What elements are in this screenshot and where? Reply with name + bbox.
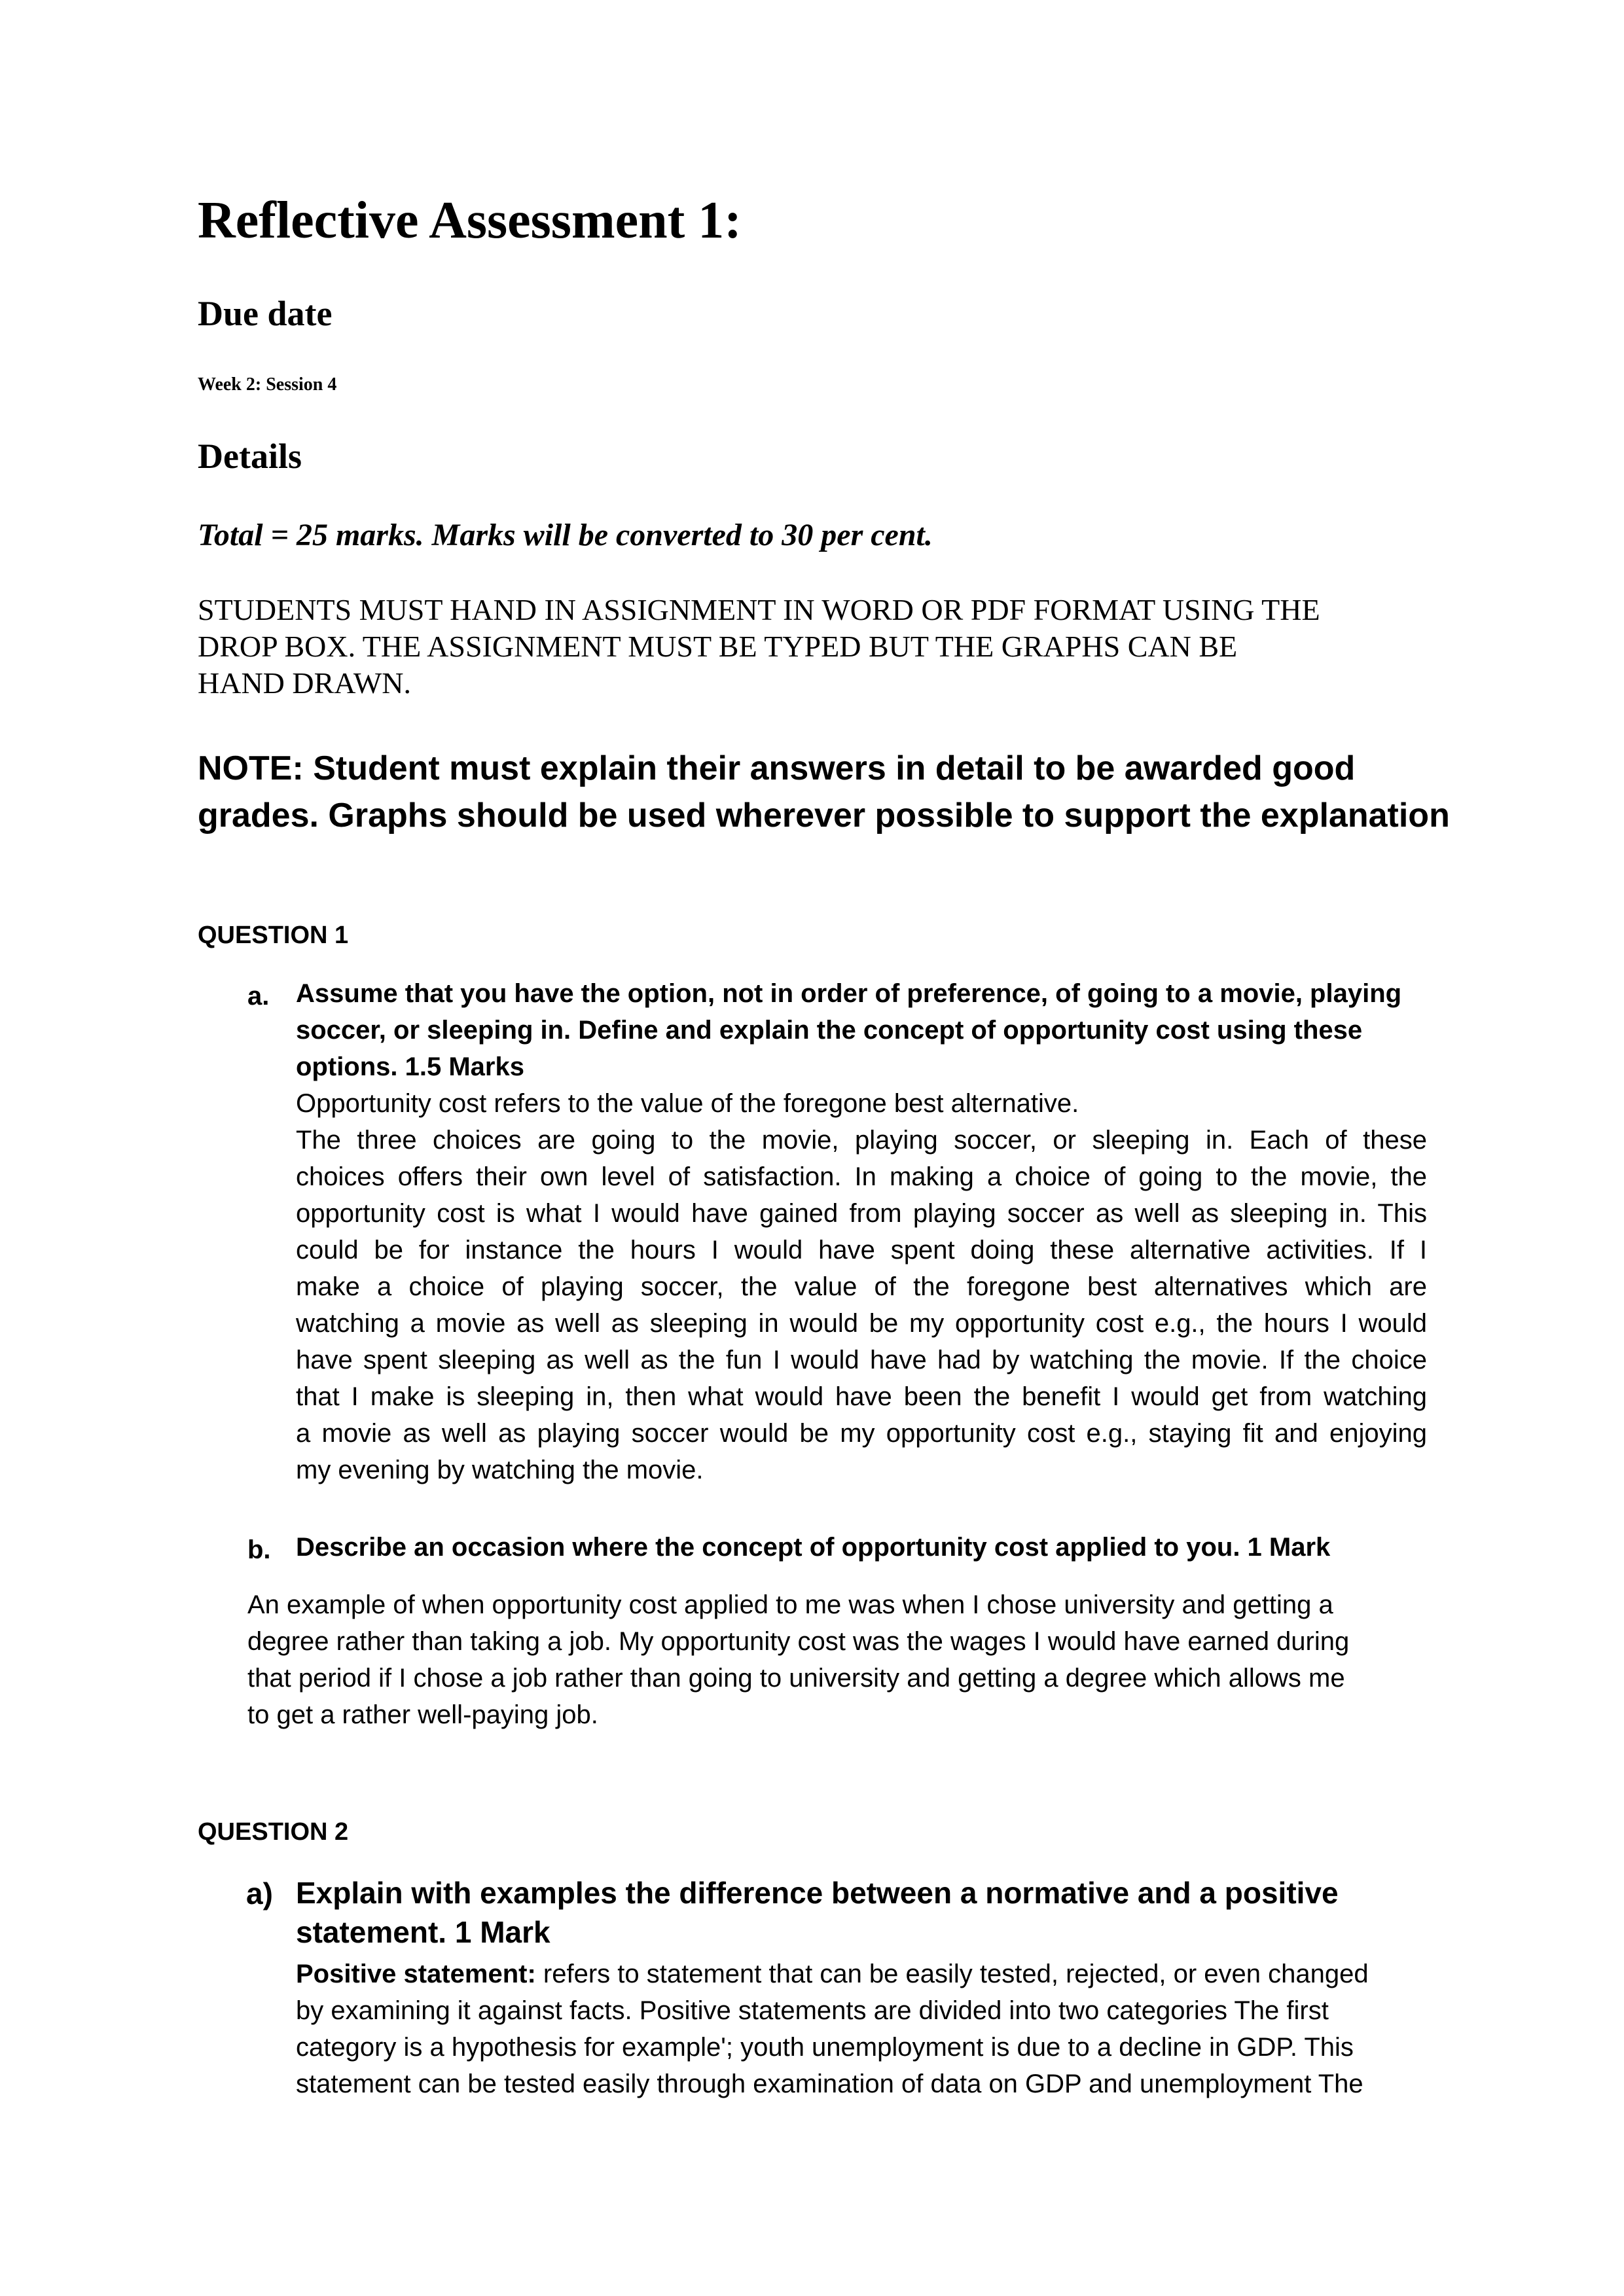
question-1a-answer-line: could be for instance the hours I would have spent doing these alternative activities. If I: [296, 1236, 1427, 1265]
note-line: grades. Graphs should be used wherever possible to support the explanation: [198, 797, 1450, 834]
due-date-heading: Due date: [198, 294, 333, 333]
details-heading: Details: [198, 437, 302, 476]
question-1b-answer-line: An example of when opportunity cost applied to me was when I chose university and getting a: [247, 1590, 1333, 1619]
question-1b-answer-line: that period if I chose a job rather than going to university and getting a degree which allows me: [247, 1664, 1345, 1693]
positive-statement-term: Positive statement:: [296, 1960, 536, 1988]
due-date-value: Week 2: Session 4: [198, 374, 337, 395]
question-1b-answer-line: to get a rather well-paying job.: [247, 1700, 598, 1729]
question-1b-answer-block: [247, 1587, 1349, 1733]
question-1-heading: QUESTION 1: [198, 922, 349, 949]
question-1a-prompt-line: Assume that you have the option, not in order of preference, of going to a movie, playing: [296, 979, 1402, 1008]
question-2a-label: a): [246, 1876, 273, 1910]
note-block: [198, 745, 1450, 839]
question-1a-answer-line: have spent sleeping as well as the fun I would have had by watching the movie. If the choice: [296, 1346, 1427, 1374]
question-1a-answer-line: opportunity cost is what I would have gained from playing soccer as well as sleeping in. This: [296, 1199, 1427, 1228]
question-2a-answer-line: by examining it against facts. Positive statements are divided into two categories The first: [296, 1996, 1329, 2025]
question-1a-answer-line: a movie as well as playing soccer would be my opportunity cost e.g., staying fit and enjoying: [296, 1419, 1427, 1448]
instructions-line: DROP BOX. THE ASSIGNMENT MUST BE TYPED BUT THE GRAPHS CAN BE: [198, 630, 1238, 663]
question-1a-prompt-line: options. 1.5 Marks: [296, 1052, 524, 1081]
question-1b-prompt: Describe an occasion where the concept of opportunity cost applied to you. 1 Mark: [296, 1533, 1331, 1562]
instructions-line: HAND DRAWN.: [198, 666, 411, 700]
question-1a-answer-line: The three choices are going to the movie, playing soccer, or sleeping in. Each of these: [296, 1126, 1427, 1155]
question-1a-answer-line: that I make is sleeping in, then what would have been the benefit I would get from watching: [296, 1382, 1427, 1411]
instructions-line: STUDENTS MUST HAND IN ASSIGNMENT IN WORD OR PDF FORMAT USING THE: [198, 593, 1320, 626]
question-2a-prompt-block: [296, 1873, 1339, 1952]
question-1a-block: [296, 975, 1427, 1488]
question-2a-prompt-line: statement. 1 Mark: [296, 1915, 550, 1949]
question-1a-answer-line: Opportunity cost refers to the value of the foregone best alternative.: [296, 1089, 1079, 1118]
document-title: Reflective Assessment 1:: [198, 192, 742, 249]
question-2a-answer-line: category is a hypothesis for example'; youth unemployment is due to a decline in GDP. This: [296, 2033, 1354, 2062]
question-1a-answer-line: watching a movie as well as sleeping in would be my opportunity cost e.g., the hours I would: [296, 1309, 1427, 1338]
question-1a-answer-line: choices offers their own level of satisfaction. In making a choice of going to the movie, the: [296, 1162, 1427, 1191]
question-1a-answer-line: make a choice of playing soccer, the value of the foregone best alternatives which are: [296, 1272, 1427, 1301]
question-2a-prompt-line: Explain with examples the difference between a normative and a positive: [296, 1876, 1339, 1910]
submission-instructions: [198, 592, 1494, 702]
question-2a-answer-block: [296, 1956, 1369, 2102]
note-line: NOTE: Student must explain their answers in detail to be awarded good: [198, 749, 1356, 787]
question-1a-answer-line: my evening by watching the movie.: [296, 1456, 704, 1484]
total-marks-line: Total = 25 marks. Marks will be converted to 30 per cent.: [198, 518, 933, 552]
question-2a-answer-line: statement can be tested easily through examination of data on GDP and unemployment The: [296, 2070, 1363, 2098]
question-2a-answer-line: refers to statement that can be easily tested, rejected, or even changed: [535, 1960, 1369, 1988]
question-1a-prompt-line: soccer, or sleeping in. Define and explain the concept of opportunity cost using these: [296, 1016, 1363, 1045]
question-1b-prompt-block: [296, 1529, 1330, 1566]
question-1b-answer-line: degree rather than taking a job. My opportunity cost was the wages I would have earned during: [247, 1627, 1350, 1656]
question-2-heading: QUESTION 2: [198, 1818, 349, 1846]
question-1a-label: a.: [247, 982, 270, 1011]
question-1b-label: b.: [247, 1535, 271, 1564]
